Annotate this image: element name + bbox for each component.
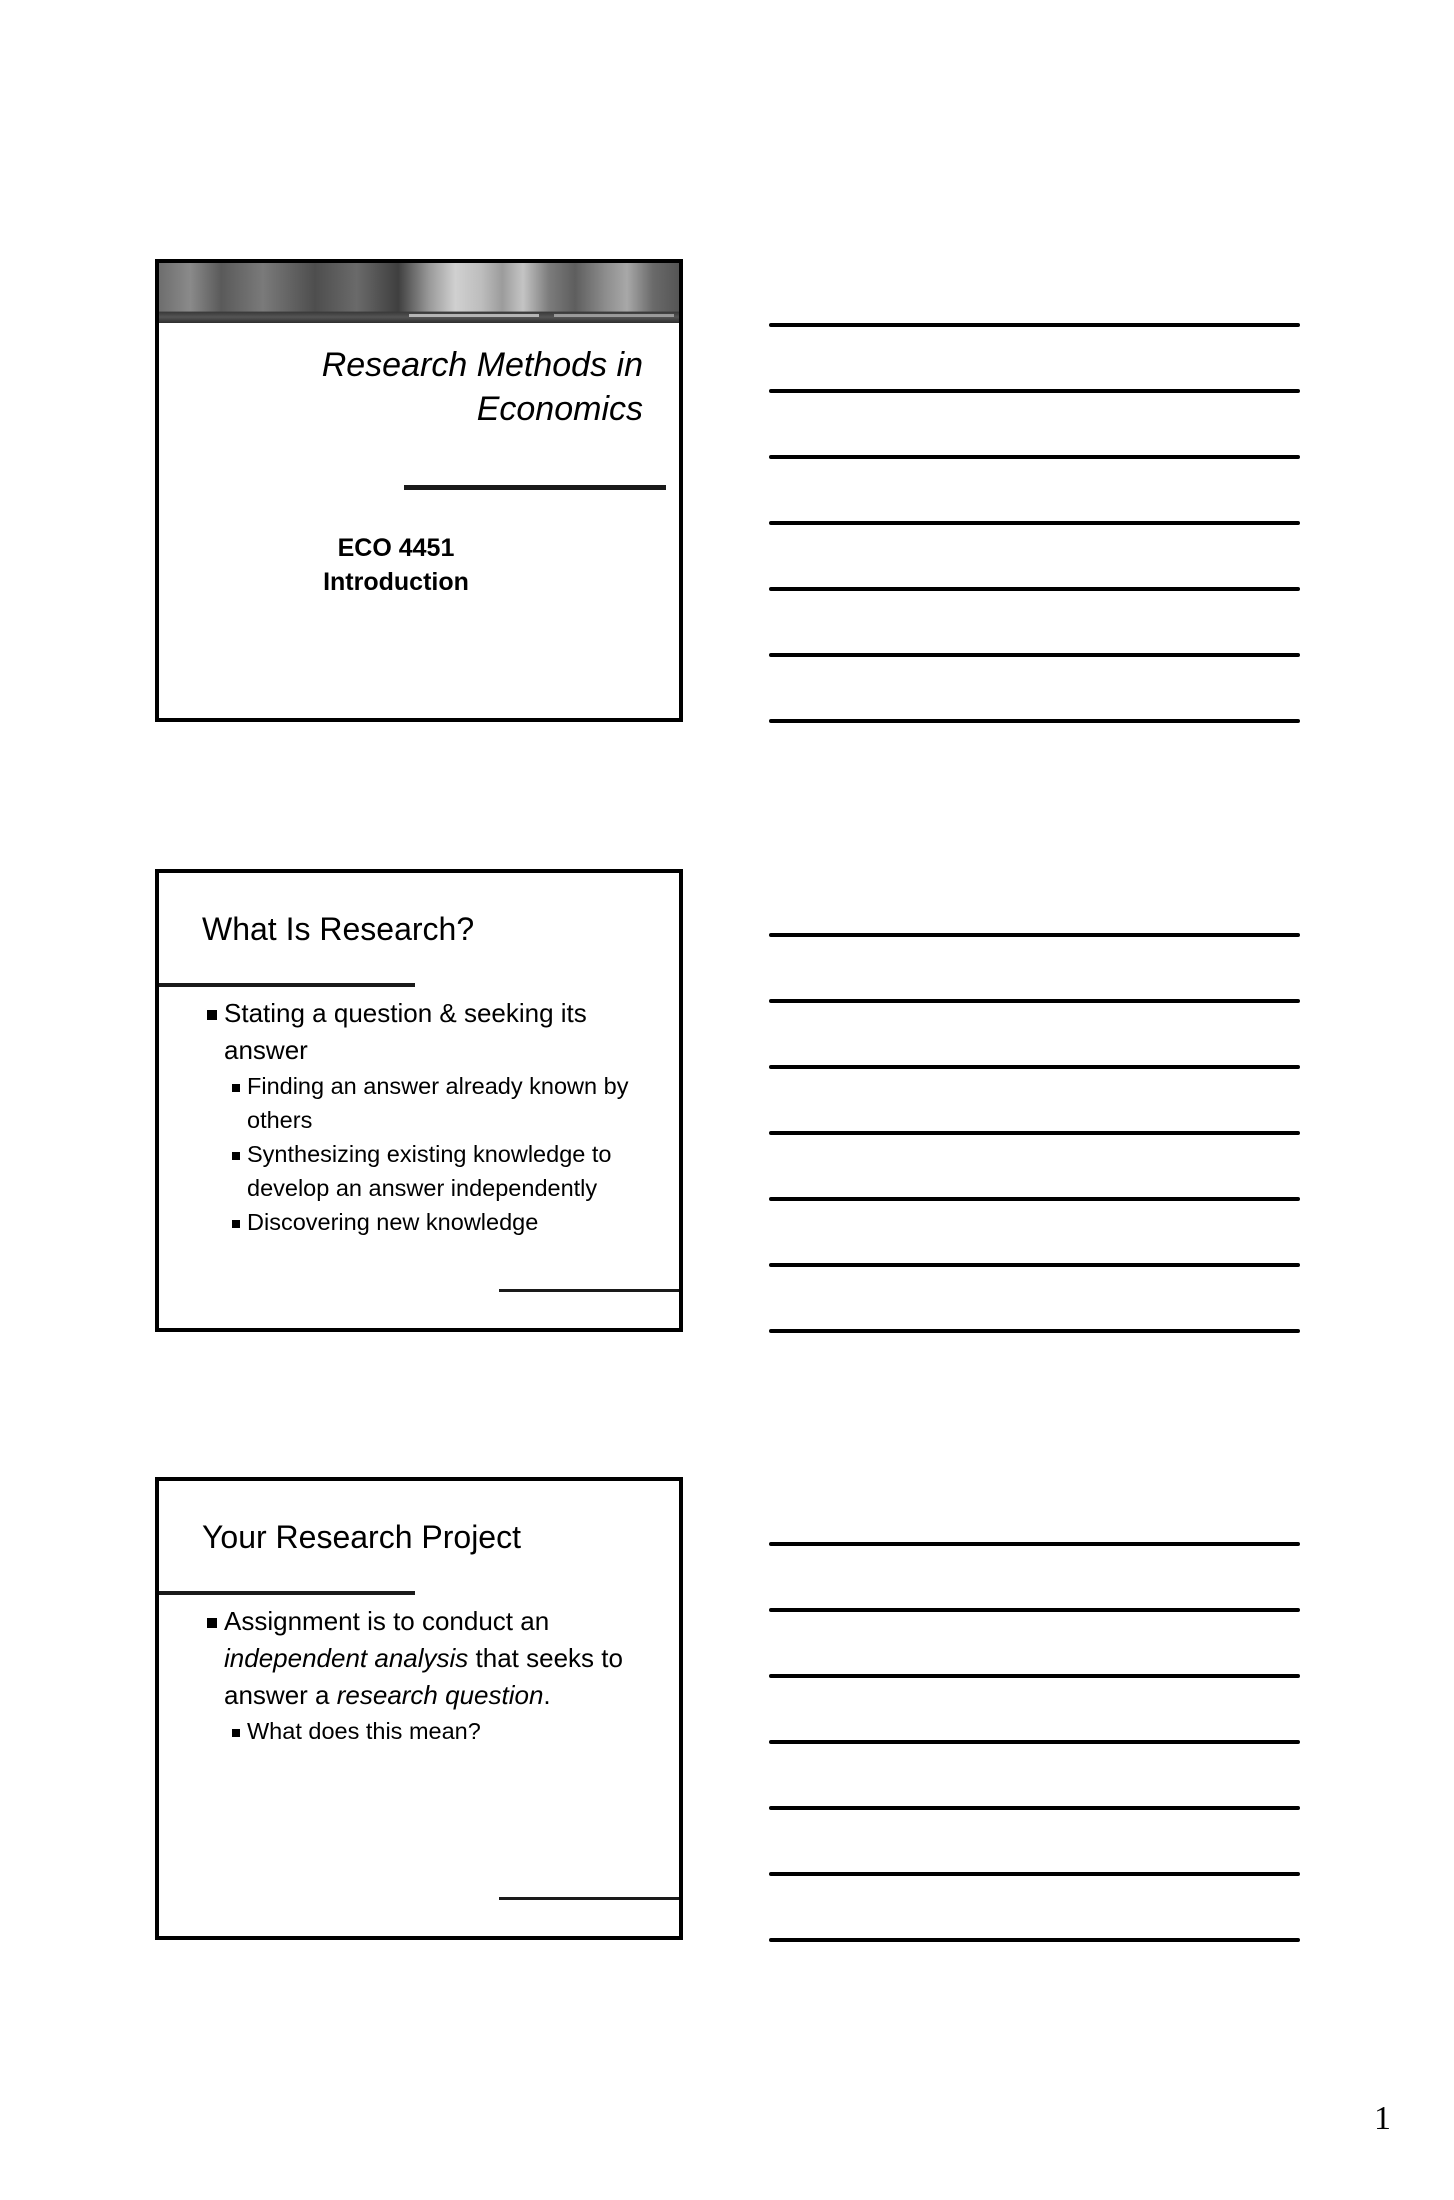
slide-2 <box>155 869 683 1332</box>
note-line <box>769 1740 1300 1744</box>
footer-divider <box>499 1897 679 1900</box>
slide-title <box>322 343 643 431</box>
square-bullet-icon <box>232 1084 240 1092</box>
note-line <box>769 521 1300 525</box>
note-line <box>769 653 1300 657</box>
title-line-1: Research Methods in <box>321 346 643 384</box>
note-line <box>769 933 1300 937</box>
note-line <box>769 1263 1300 1267</box>
note-line <box>769 455 1300 459</box>
page-number: 1 <box>1374 2100 1391 2137</box>
note-line <box>769 719 1300 723</box>
square-bullet-icon <box>207 1618 217 1628</box>
square-bullet-icon <box>232 1152 240 1160</box>
list-item: Finding an answer already known by others <box>207 1069 647 1137</box>
note-line <box>769 1806 1300 1810</box>
square-bullet-icon <box>232 1220 240 1228</box>
note-line <box>769 389 1300 393</box>
note-line <box>769 1872 1300 1876</box>
note-line <box>769 1065 1300 1069</box>
list-item: Synthesizing existing knowledge to develop an answer independently <box>207 1137 647 1205</box>
note-line <box>769 587 1300 591</box>
slide-1 <box>155 259 683 722</box>
title-divider <box>404 485 666 490</box>
note-line <box>769 1329 1300 1333</box>
lecture-name: Introduction <box>323 568 469 596</box>
slide-3 <box>155 1477 683 1940</box>
banner-image <box>159 263 679 323</box>
slide-title: Your Research Project <box>202 1519 521 1555</box>
list-item: Stating a question & seeking its answer <box>207 995 647 1069</box>
bullet-list <box>207 1603 647 1748</box>
course-code: ECO 4451 <box>337 534 455 562</box>
note-line <box>769 1197 1300 1201</box>
note-line <box>769 999 1300 1003</box>
title-divider <box>159 1591 415 1595</box>
square-bullet-icon <box>207 1010 217 1020</box>
slide-subtitle <box>309 531 483 599</box>
note-line <box>769 1542 1300 1546</box>
list-item: Assignment is to conduct an independent analysis that seeks to answer a research question. <box>207 1603 647 1714</box>
footer-divider <box>499 1289 679 1292</box>
note-line <box>769 1131 1300 1135</box>
note-line <box>769 1674 1300 1678</box>
note-line <box>769 1938 1300 1942</box>
title-line-2: Economics <box>476 390 643 428</box>
note-line <box>769 323 1300 327</box>
note-line <box>769 1608 1300 1612</box>
square-bullet-icon <box>232 1729 240 1737</box>
list-item: What does this mean? <box>207 1714 647 1748</box>
bullet-list <box>207 995 647 1239</box>
slide-title: What Is Research? <box>202 911 475 947</box>
list-item: Discovering new knowledge <box>207 1205 647 1239</box>
title-divider <box>159 983 415 987</box>
